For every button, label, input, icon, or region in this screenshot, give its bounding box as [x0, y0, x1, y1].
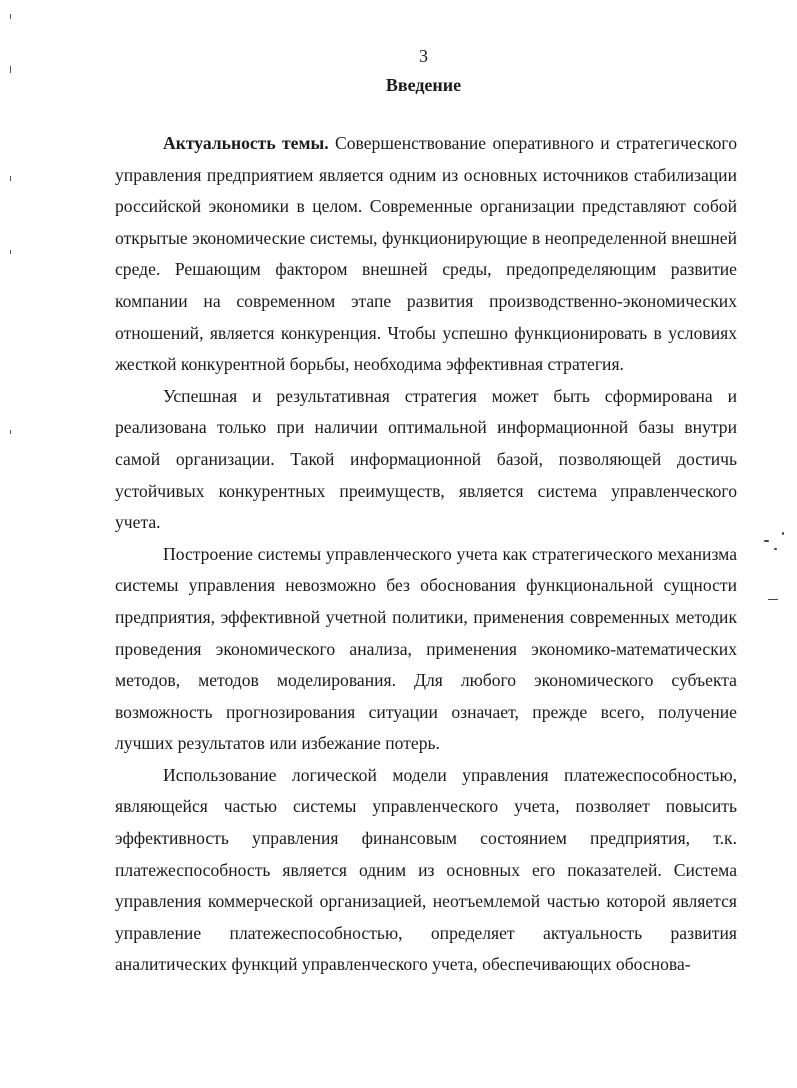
paragraph-strategy: Успешная и результативная стратегия может быть сформирована и реализована только при наличии оптимальной информационной базы внутри самой организации. Такой информационной базой, позволяющей достичь устойчивых конкурентных преимуществ, является система управленческого учета.: [115, 385, 737, 533]
scan-speck: [782, 532, 784, 535]
page-title: Введение: [385, 75, 462, 95]
scan-mark: [10, 250, 11, 254]
scan-speck: [774, 548, 777, 550]
paragraph-accounting-system: Построение системы управленческого учета как стратегического механизма системы управления невозможно без обоснования функциональной сущности предприятия, эффективной учетной политики, применения современных методик проведения экономического анализа, применения экономико-математических методов, методов моделирования. Для любого экономического субъекта возможность прогнозирования ситуации означает, прежде всего, получение лучших результатов или избежание потерь.: [115, 543, 737, 754]
paragraph-text: Совершенствование оперативного и стратегического управления предприятием является одним из основных источников стабилизации российской экономики в целом. Современные организации представляют собой открытые экономические системы, функционирующие в неопределенной внешней среде. Решающим фактором внешней среды, предопределяющим развитие компании на современном этапе развития производственно-экономических отношений, является конкуренция. Чтобы успешно функционировать в условиях жесткой конкурентной борьбы, необходима эффективная стратегия.: [115, 133, 738, 375]
scan-mark: [10, 430, 11, 434]
paragraph-lead: Актуальность темы.: [163, 133, 329, 153]
scan-mark: [10, 66, 11, 73]
scan-speck: [764, 540, 769, 542]
scan-mark: [10, 176, 11, 181]
scan-speck: [768, 599, 778, 600]
paragraph-relevance: [115, 128, 737, 381]
paragraph-solvency-model: Использование логической модели управления платежеспособностью, являющейся частью системы управленческого учета, позволяет повысить эффективность управления финансовым состоянием предприятия, т.к. платежеспособность является одним из основных его показателей. Система управления коммерческой организацией, неотъемлемой частью которой является управление платежеспособностью, определяет актуальность развития аналитических функций управленческого учета, обеспечивающих обоснова-: [115, 764, 737, 975]
page-number: 3: [419, 46, 428, 66]
scan-mark: [10, 14, 11, 19]
body-text: [115, 128, 737, 981]
